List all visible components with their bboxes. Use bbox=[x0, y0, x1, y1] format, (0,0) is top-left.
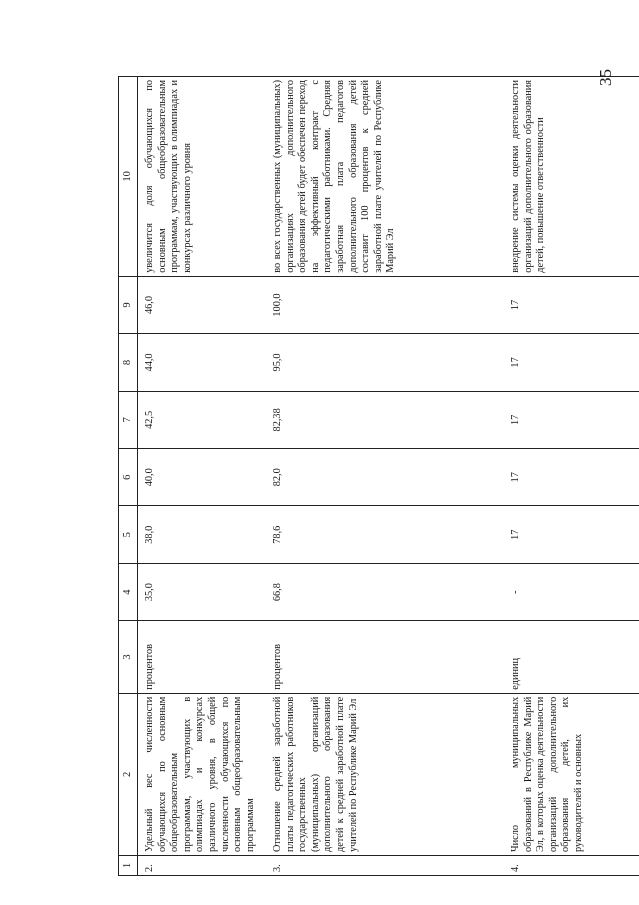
row-number: 3. bbox=[266, 856, 504, 876]
expected-result: во всех государственных (муниципальных) организациях дополнительного образования детей будет обеспечен переход на эффективный контракт с педагогическими работниками. Средняя заработная плата педагогов дополнительного образования детей составит 100 процентов к средней заработной плате учителей по Республике Марий Эл bbox=[266, 77, 504, 277]
value-cell: 44,0 bbox=[138, 334, 267, 391]
unit: единиц bbox=[504, 621, 639, 693]
value-cell: 95,0 bbox=[266, 334, 504, 391]
expected-result: внедрение системы оценки деятельности организаций дополнительного образования детей, повышение ответственности bbox=[504, 77, 639, 277]
col-header: 9 bbox=[119, 276, 138, 333]
col-header: 2 bbox=[119, 693, 138, 855]
value-cell: 82,0 bbox=[266, 449, 504, 506]
expected-result: увеличится доля обучающихся по основным общеобразовательным программам, участвующих в олимпиадах и конкурсах различного уровня bbox=[138, 77, 267, 277]
row-number: 4. bbox=[504, 856, 639, 876]
table-row bbox=[138, 77, 267, 876]
value-cell: 35,0 bbox=[138, 563, 267, 620]
table-row bbox=[266, 77, 504, 876]
col-header: 8 bbox=[119, 334, 138, 391]
value-cell: 17 bbox=[504, 334, 639, 391]
indicator-name: Удельный вес численности обучающихся по основным общеобразовательным программам, участвующих в олимпиадах и конкурсах различного уровня, в общей численности обучающихся по основным общеобразовательным программам bbox=[138, 693, 267, 855]
value-cell: - bbox=[504, 563, 639, 620]
header-row bbox=[119, 77, 138, 876]
indicators-table bbox=[118, 76, 639, 876]
value-cell: 42,5 bbox=[138, 391, 267, 448]
page-number: 35 bbox=[596, 69, 615, 86]
row-number: 2. bbox=[138, 856, 267, 876]
unit: процентов bbox=[138, 621, 267, 693]
col-header: 5 bbox=[119, 506, 138, 563]
rotated-table-block bbox=[118, 76, 630, 876]
value-cell: 82,38 bbox=[266, 391, 504, 448]
value-cell: 17 bbox=[504, 506, 639, 563]
col-header: 6 bbox=[119, 449, 138, 506]
col-header: 3 bbox=[119, 621, 138, 693]
value-cell: 17 bbox=[504, 276, 639, 333]
value-cell: 66,8 bbox=[266, 563, 504, 620]
col-header: 10 bbox=[119, 77, 138, 277]
indicator-name: Число муниципальных образований в Республике Марий Эл, в которых оценка деятельности организаций дополнительного образования детей, их руководителей и основных bbox=[504, 693, 639, 855]
value-cell: 46,0 bbox=[138, 276, 267, 333]
col-header: 7 bbox=[119, 391, 138, 448]
value-cell: 17 bbox=[504, 391, 639, 448]
col-header: 1 bbox=[119, 856, 138, 876]
value-cell: 40,0 bbox=[138, 449, 267, 506]
col-header: 4 bbox=[119, 563, 138, 620]
indicator-name: Отношение средней заработной платы педагогических работников государственных (муниципальных) организаций дополнительного образования детей к средней заработной плате учителей по Республике Марий Эл bbox=[266, 693, 504, 855]
value-cell: 38,0 bbox=[138, 506, 267, 563]
unit: процентов bbox=[266, 621, 504, 693]
value-cell: 17 bbox=[504, 449, 639, 506]
value-cell: 100,0 bbox=[266, 276, 504, 333]
value-cell: 78,6 bbox=[266, 506, 504, 563]
table-row bbox=[504, 77, 639, 876]
